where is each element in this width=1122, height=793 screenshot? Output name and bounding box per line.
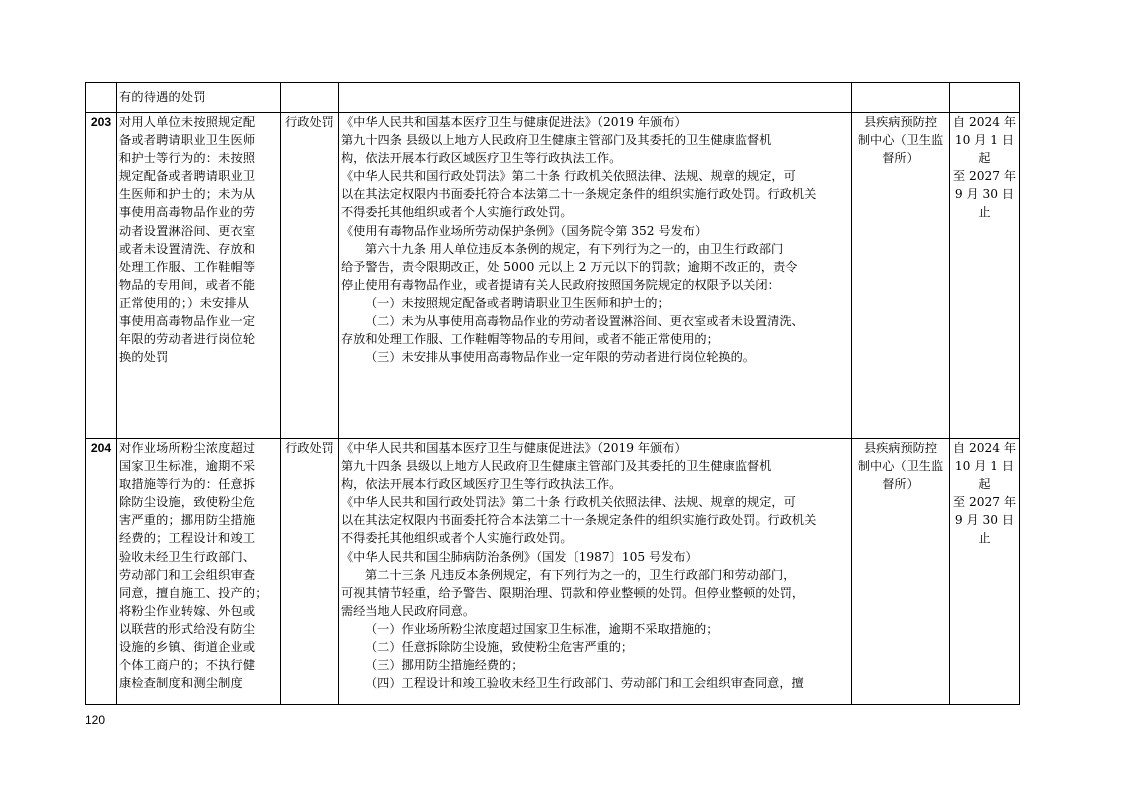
item-number: 204 [86,439,117,705]
item-name-line: 劳动部门和工会组织审查 [119,567,256,582]
item-name-cell [117,439,281,705]
item-name-line: 害严重的；挪用防尘措施 [119,513,256,528]
legal-basis-line: 不得委托其他组织或者个人实施行政处罚。 [341,205,573,220]
legal-basis-line: 给予警告，责令限期改正，处 5000 元以上 2 万元以下的罚款；逾期不改正的，责令 [341,259,798,274]
legal-basis-line: 第二十三条 凡违反本条例规定，有下列行为之一的，卫生行政部门和劳动部门， [365,567,796,582]
legal-basis-line: （一）作业场所粉尘浓度超过国家卫生标准，逾期不采取措施的； [365,621,719,636]
table-row-204 [86,439,1020,705]
legal-basis-line: （三）未安排从事使用高毒物品作业一定年限的劳动者进行岗位轮换的。 [365,350,755,365]
legal-basis-line: （四）工程设计和竣工验收未经卫生行政部门、劳动部门和工会组织审查同意，擅 [365,676,804,691]
legal-basis-line: 《中华人民共和国行政处罚法》第二十条 行政机关依照法律、法规、规章的规定，可 [341,495,796,510]
period-cell [950,83,1020,113]
item-type: 行政处罚 [281,113,339,439]
responsible-org-cell [852,113,950,439]
validity-period-line: 9 月 30 日止 [954,513,1015,546]
item-name-line: 以联营的形式给没有防尘 [119,621,256,636]
legal-basis-line: 不得委托其他组织或者个人实施行政处罚。 [341,531,573,546]
item-name-line: 换的处罚 [119,350,169,365]
item-name-line: 生医师和护士的；未为从 [119,187,256,202]
table-row-203 [86,113,1020,439]
legal-basis-line: 《中华人民共和国行政处罚法》第二十条 行政机关依照法律、法规、规章的规定，可 [341,169,796,184]
item-name-line: 物品的专用间，或者不能 [119,277,256,292]
responsible-org-line: 县疾病预防控 [863,441,938,455]
legal-basis-line: （二）任意拆除防尘设施，致使粉尘危害严重的； [365,640,634,655]
item-name-line: 年限的劳动者进行岗位轮 [119,332,256,347]
item-name-line: 处理工作服、工作鞋帽等 [119,259,256,274]
responsible-org-line: 制中心（卫生监 [857,133,944,148]
responsible-org-line: 督所） [882,477,919,492]
item-name-line: 个体工商户的；不执行健 [119,658,256,673]
item-name-line: 事使用高毒物品作业一定 [119,314,256,329]
validity-period-line: 10 月 1 日起 [954,133,1015,166]
item-name-cell [117,113,281,439]
legal-basis-line: （一）未按照规定配备或者聘请职业卫生医师和护士的； [365,295,670,310]
legal-basis-line: 以在其法定权限内书面委托符合本法第二十一条规定条件的组织实施行政处罚。行政机关 [341,187,817,202]
item-name-line: 或者未设置清洗、存放和 [119,241,256,256]
legal-basis-line: （二）未为从事使用高毒物品作业的劳动者设置淋浴间、更衣室或者未设置清洗、 [365,314,804,329]
item-name-line: 事使用高毒物品作业的劳 [119,205,256,220]
legal-basis-line: 构，依法开展本行政区域医疗卫生等行政执法工作。 [341,477,622,492]
item-name-line: 对作业场所粉尘浓度超过 [119,441,256,455]
legal-basis-cell [339,113,852,439]
responsible-org-line: 督所） [882,151,919,166]
legal-basis-line: 《中华人民共和国基本医疗卫生与健康促进法》（2019 年颁布） [341,115,687,129]
legal-basis-line: 停止使用有毒物品作业，或者提请有关人民政府按照国务院规定的权限予以关闭： [341,277,780,292]
responsible-org-line: 县疾病预防控 [863,115,938,129]
item-name-cell [117,83,281,113]
validity-period-cell [950,439,1020,705]
legal-basis-line: 《中华人民共和国尘肺病防治条例》（国发〔1987〕105 号发布） [341,549,698,564]
validity-period-line: 至 2027 年 [952,169,1017,184]
item-name-line: 国家卫生标准，逾期不采 [119,459,256,474]
org-cell [852,83,950,113]
legal-basis-line: 需经当地人民政府同意。 [341,603,476,618]
validity-period-line: 自 2024 年 [952,441,1017,455]
item-number: 203 [86,113,117,439]
legal-basis-line: 以在其法定权限内书面委托符合本法第二十一条规定条件的组织实施行政处罚。行政机关 [341,513,817,528]
legal-basis-line: 第六十九条 用人单位违反本条例的规定，有下列行为之一的，由卫生行政部门 [365,241,784,256]
item-name-line: 备或者聘请职业卫生医师 [119,133,256,148]
validity-period-line: 10 月 1 日起 [954,459,1015,492]
item-name-line: 同意，擅自施工、投产的； [119,585,268,600]
legal-basis-line: 可视其情节轻重，给予警告、限期治理、罚款和停业整顿的处罚。但停业整顿的处罚， [341,585,805,600]
item-name-line: 将粉尘作业转嫁、外包或 [119,603,256,618]
legal-basis-line: 第九十四条 县级以上地方人民政府卫生健康主管部门及其委托的卫生健康监督机 [341,459,772,474]
validity-period-cell [950,113,1020,439]
legal-basis-line: 《使用有毒物品作业场所劳动保护条例》（国务院令第 352 号发布） [341,223,708,238]
item-name-line: 正常使用的；）未安排从 [119,295,250,310]
item-name-line: 取措施等行为的：任意拆 [119,477,256,492]
item-name-line: 验收未经卫生行政部门、 [119,549,256,564]
legal-basis-cell [339,439,852,705]
item-name-line: 和护士等行为的：未按照 [119,151,256,166]
item-name-line: 除防尘设施，致使粉尘危 [119,495,256,510]
validity-period-line: 9 月 30 日止 [954,187,1015,220]
legal-basis-line: 构，依法开展本行政区域医疗卫生等行政执法工作。 [341,151,622,166]
number-cell [86,83,117,113]
item-name-line: 规定配备或者聘请职业卫 [119,169,256,184]
validity-period-line: 自 2024 年 [952,115,1017,129]
type-cell [281,83,339,113]
validity-period-line: 至 2027 年 [952,495,1017,510]
item-name-line: 动者设置淋浴间、更衣室 [119,223,256,238]
item-name-line: 经费的；工程设计和竣工 [119,531,256,546]
responsible-org-line: 制中心（卫生监 [857,459,944,474]
penalty-table [85,82,1020,705]
item-name-line: 有的待遇的处罚 [119,90,206,105]
item-name-line: 对用人单位未按照规定配 [119,115,256,129]
responsible-org-cell [852,439,950,705]
legal-basis-line: （三）挪用防尘措施经费的； [365,658,524,673]
page-number: 120 [85,713,106,727]
legal-basis-line: 《中华人民共和国基本医疗卫生与健康促进法》（2019 年颁布） [341,441,687,455]
legal-basis-line: 存放和处理工作服、工作鞋帽等物品的专用间，或者不能正常使用的； [341,332,719,347]
legal-basis-line: 第九十四条 县级以上地方人民政府卫生健康主管部门及其委托的卫生健康监督机 [341,133,772,148]
item-type: 行政处罚 [281,439,339,705]
basis-cell [339,83,852,113]
item-name-line: 康检查制度和测尘制度 [119,676,243,691]
item-name-line: 设施的乡镇、街道企业或 [119,640,256,655]
table-row-continued [86,83,1020,113]
